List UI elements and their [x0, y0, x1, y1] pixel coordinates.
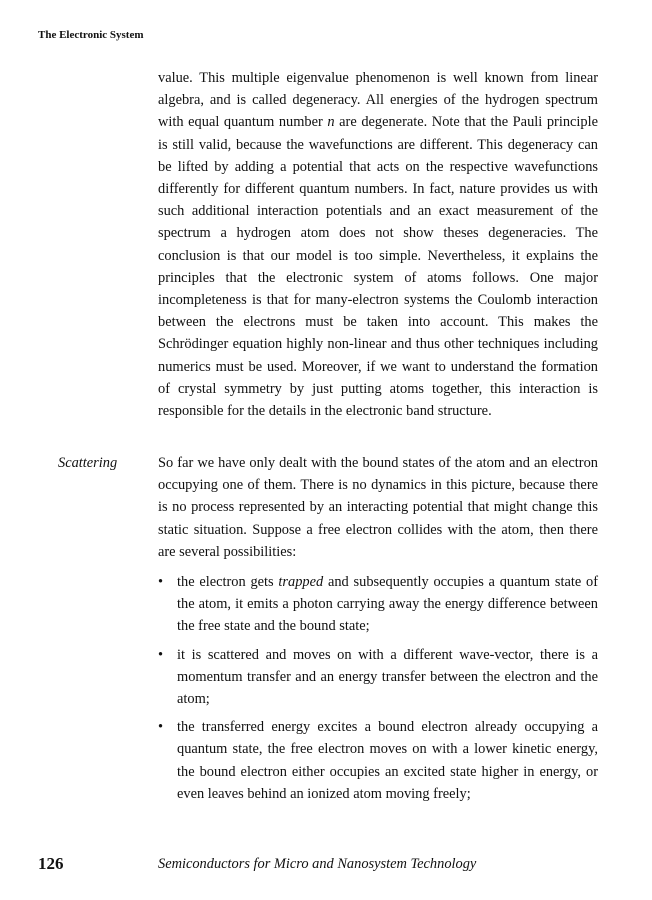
- list-item-text: and subsequently occupies a quantum state of the atom, it emits a photon carrying away the energy difference between the free state and the bound state;: [177, 574, 598, 635]
- emphasis-trapped: trapped: [278, 574, 324, 590]
- body-paragraph-scattering: So far we have only dealt with the bound states of the atom and an electron occupying one of them. There is no dynamics in this picture, because there is no process represented by an interacting potential that might change this static situation. Suppose a free electron collides with the atom, then there are several possibilities:: [158, 455, 598, 560]
- paragraph-text: value. This multiple eigenvalue phenomenon is well known from linear algebra, and is called degeneracy. All energies of the hydrogen spectrum with equal quantum number: [158, 70, 598, 131]
- paragraph-text: are degenerate. Note that the Pauli principle is still valid, because the wavefunctions are different. This degeneracy can be lifted by adding a potential that acts on the respective wavefunctions differently for different quantum numbers. In fact, nature provides us with such additional interaction potentials and an exact measurement of the spectrum a hydrogen atom does not show theses degeneracies. The conclusion is that our model is too simple. Nevertheless, it explains the principles that the electronic system of atoms follows. One major incompleteness is that for many-electron systems the Coulomb interaction between the electrons must be taken into account. This makes the Schrödinger equation highly non-linear and thus other techniques including numerics must be used. Moreover, if we want to understand the formation of crystal symmetry by just putting atoms together, this interaction is responsible for the details in the electronic band structure.: [158, 114, 598, 420]
- list-item-text: it is scattered and moves on with a different wave-vector, there is a momentum transfer and an energy transfer between the electron and the atom;: [177, 646, 598, 708]
- margin-note-scattering: Scattering: [58, 455, 118, 471]
- list-item-text: the transferred energy excites a bound electron already occupying a quantum state, the free electron moves on with a lower kinetic energy, the bound electron either occupies an excited state higher in energy, or even leaves behind an ionized atom moving freely;: [177, 719, 598, 802]
- list-item: [158, 644, 598, 711]
- list-item: [158, 716, 598, 805]
- running-head: The Electronic System: [38, 29, 144, 41]
- page-number: 126: [38, 854, 64, 873]
- body-paragraph-degeneracy: [158, 67, 598, 422]
- list-item-text: the electron gets: [177, 574, 279, 590]
- bullet-icon: •: [158, 719, 164, 736]
- bullet-icon: •: [158, 646, 164, 663]
- bullet-icon: •: [158, 574, 164, 590]
- list-item: [158, 571, 598, 638]
- math-variable-n: n: [327, 114, 335, 131]
- book-title: Semiconductors for Micro and Nanosystem Technology: [158, 856, 477, 872]
- bullet-list: [158, 571, 598, 811]
